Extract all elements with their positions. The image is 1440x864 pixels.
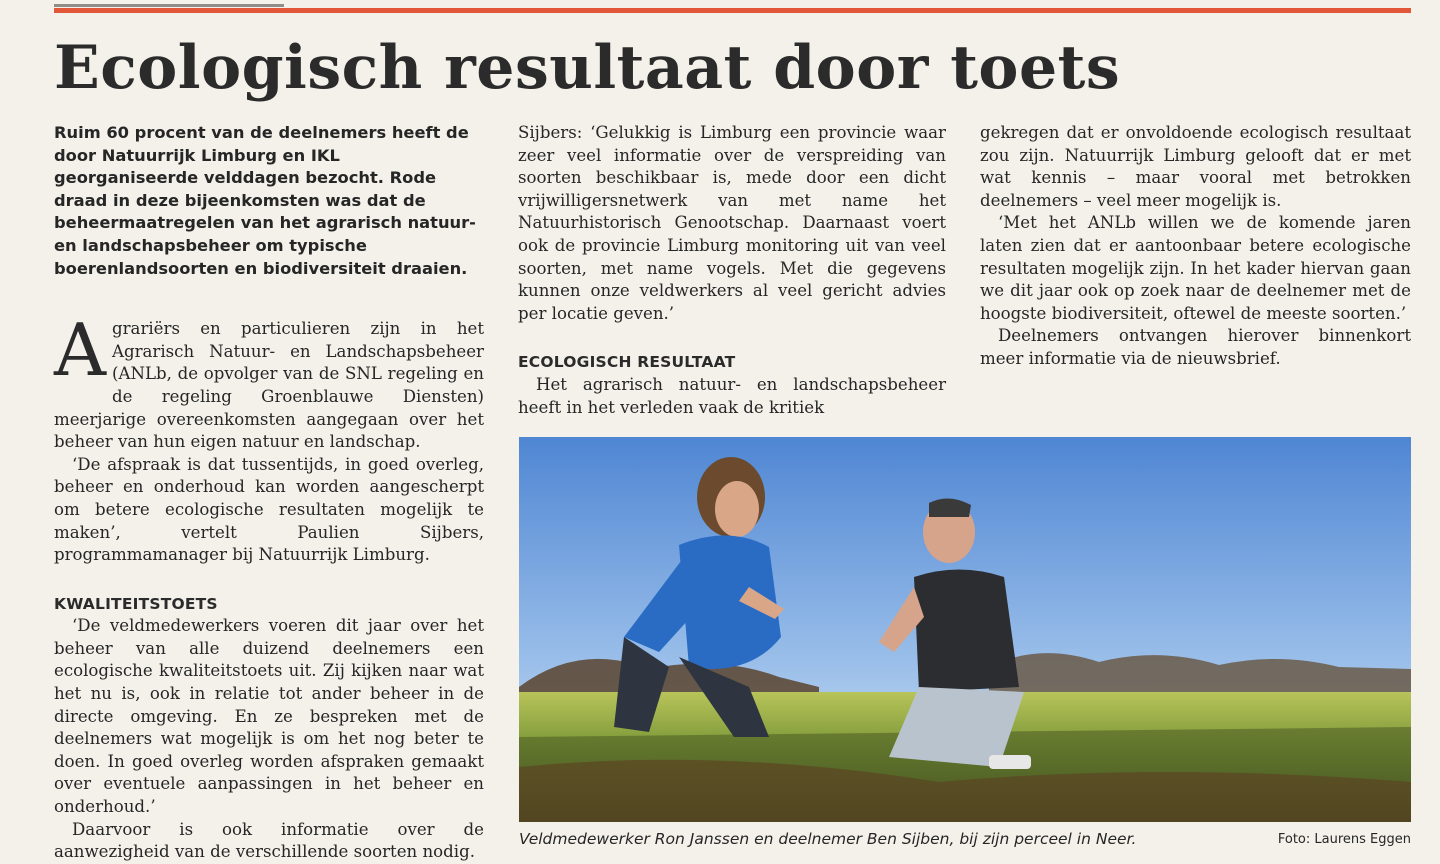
lead-paragraph: Ruim 60 procent van de deelnemers heeft de door Natuurrijk Limburg en IKL georganiseerde velddagen bezocht. Rode draad in deze bijeenkomsten was dat de beheermaatregelen van het agrarisch natuur- en landschapsbeheer om typische boerenlandsoorten en biodiversiteit draaien.	[54, 123, 476, 278]
paragraph-4: Daarvoor is ook informatie over de aanwezigheid van de verschillende soorten nodig.	[54, 819, 484, 862]
subhead-ecologisch-resultaat: ECOLOGISCH RESULTAAT	[518, 353, 736, 372]
top-dark-rule	[54, 4, 284, 7]
dropcap: A	[54, 308, 106, 393]
photo-caption	[519, 829, 1411, 849]
column-2	[518, 122, 946, 419]
article-title: Ecologisch resultaat door toets	[54, 33, 1121, 103]
paragraph-6: Het agrarisch natuur- en landschapsbeheer heeft in het verleden vaak de kritiek	[518, 374, 946, 417]
paragraph-3: ‘De veldmedewerkers voeren dit jaar over het beheer van alle duizend deelnemers een ecologische kwaliteitstoets uit. Zij kijken naar wat het nu is, ook in relatie tot ander beheer in de directe omgeving. En ze bespreken met de deelnemers wat mogelijk is om het nog beter te doen. In goed overleg worden afspraken gemaakt over eventuele aanpassingen in het beheer en onderhoud.’	[54, 616, 484, 817]
paragraph-5: Sijbers: ‘Gelukkig is Limburg een provincie waar zeer veel informatie over de verspreiding van soorten beschikbaar is, mede door een dicht vrijwilligersnetwerk van met name het Natuurhistorisch Genootschap. Daarnaast voert ook de provincie Limburg monitoring uit van veel soorten, met name vogels. Met die gegevens kunnen onze veldwerkers al veel gericht advies per locatie geven.’	[518, 123, 946, 323]
paragraph-1-text: grariërs en particulieren zijn in het Agrarisch Natuur- en Landschapsbeheer (ANLb, de opvolger van de SNL regeling en de regeling Groenblauwe Diensten) meerjarige overeenkomsten aangegaan over het beheer van hun eigen natuur en landschap.	[54, 319, 484, 452]
article-photo	[519, 437, 1411, 822]
paragraph-2: ‘De afspraak is dat tussentijds, in goed overleg, beheer en onderhoud kan worden aangescherpt om betere ecologische resultaten mogelijk te maken’, vertelt Paulien Sijbers, programmamanager bij Natuurrijk Limburg.	[54, 454, 484, 565]
subhead-kwaliteitstoets: KWALITEITSTOETS	[54, 594, 218, 613]
column-1	[54, 122, 484, 864]
caption-text: Veldmedewerker Ron Janssen en deelnemer Ben Sijben, bij zijn perceel in Neer.	[519, 830, 1137, 848]
column-3	[980, 122, 1411, 371]
photo-illustration	[519, 437, 1411, 822]
paragraph-1	[54, 308, 484, 454]
paragraph-7: gekregen dat er onvoldoende ecologisch resultaat zou zijn. Natuurrijk Limburg gelooft dat er met wat kennis – maar vooral met betrokken deelnemers – veel meer mogelijk is.	[980, 123, 1411, 210]
top-accent-rule	[54, 8, 1411, 13]
photo-credit: Foto: Laurens Eggen	[1277, 832, 1411, 847]
paragraph-8: ‘Met het ANLb willen we de komende jaren laten zien dat er aantoonbaar betere ecologische resultaten mogelijk zijn. In het kader hiervan gaan we dit jaar ook op zoek naar de deelnemer met de hoogste biodiversiteit, oftewel de meeste soorten.’	[980, 213, 1411, 323]
paragraph-9: Deelnemers ontvangen hierover binnenkort meer informatie via de nieuwsbrief.	[980, 326, 1411, 368]
